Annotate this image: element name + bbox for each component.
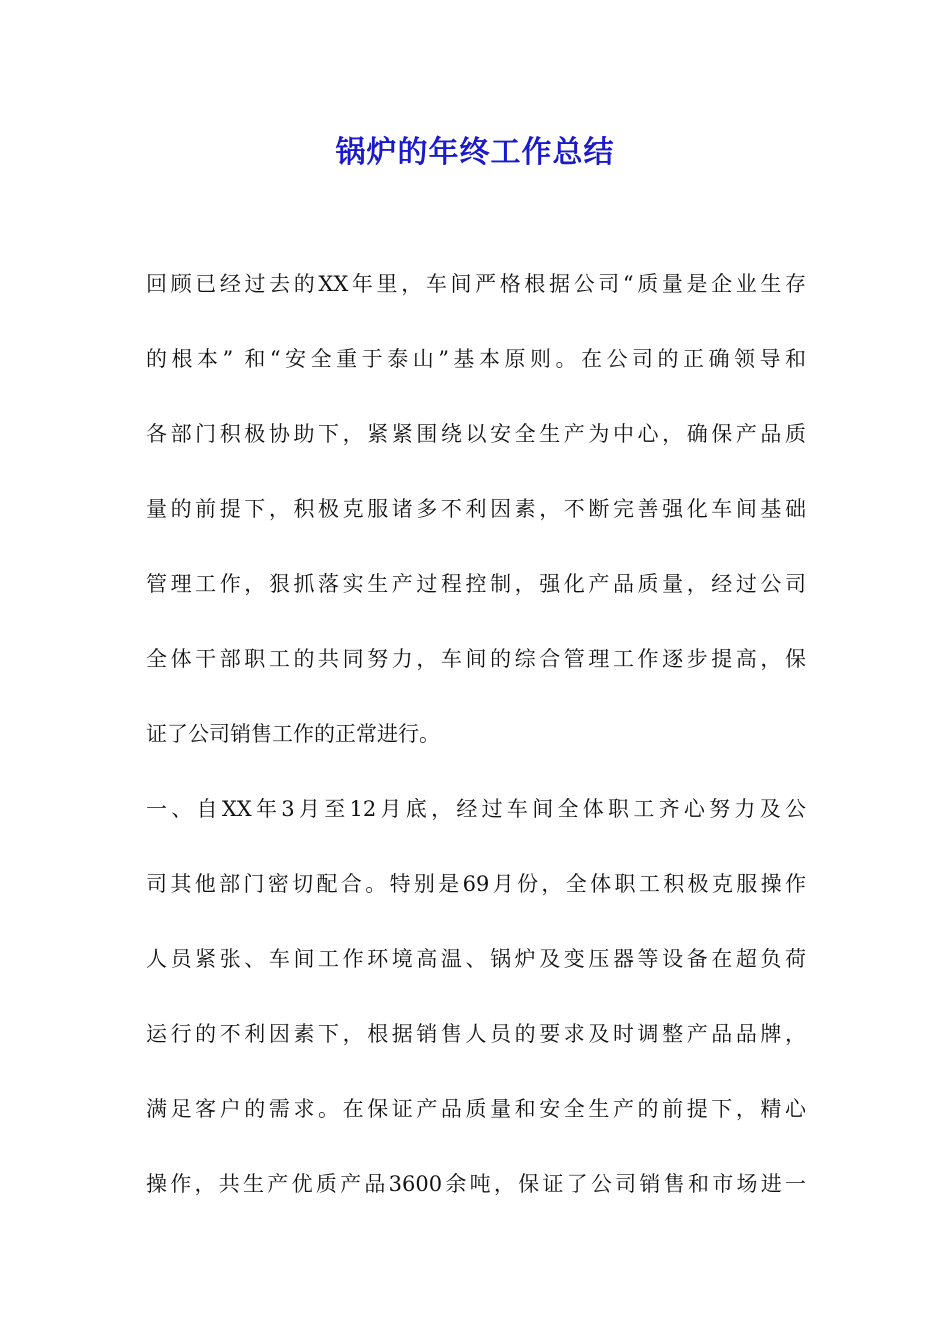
body-line: 量的前提下，积极克服诸多不利因素，不断完善强化车间基础 [146,497,806,521]
body-line: 回顾已经过去的XX年里，车间严格根据公司“质量是企业生存 [146,272,806,296]
body-line: 运行的不利因素下，根据销售人员的要求及时调整产品品牌， [146,1022,806,1046]
body-line: 一、自XX年3月至12月底，经过车间全体职工齐心努力及公 [146,797,806,821]
body-line: 的根本” 和“安全重于泰山”基本原则。在公司的正确领导和 [146,347,806,371]
body-line: 证了公司销售工作的正常进行。 [146,722,440,746]
body-line: 各部门积极协助下，紧紧围绕以安全生产为中心，确保产品质 [146,422,806,446]
body-line: 人员紧张、车间工作环境高温、锅炉及变压器等设备在超负荷 [146,947,806,971]
body-line: 满足客户的需求。在保证产品质量和安全生产的前提下，精心 [146,1097,806,1121]
document-title: 锅炉的年终工作总结 [335,135,615,170]
body-line: 全体干部职工的共同努力，车间的综合管理工作逐步提高，保 [146,647,806,671]
body-line: 操作，共生产优质产品3600余吨，保证了公司销售和市场进一 [146,1172,806,1196]
body-line: 司其他部门密切配合。特别是69月份，全体职工积极克服操作 [146,872,806,896]
body-line: 管理工作，狠抓落实生产过程控制，强化产品质量，经过公司 [146,572,806,596]
